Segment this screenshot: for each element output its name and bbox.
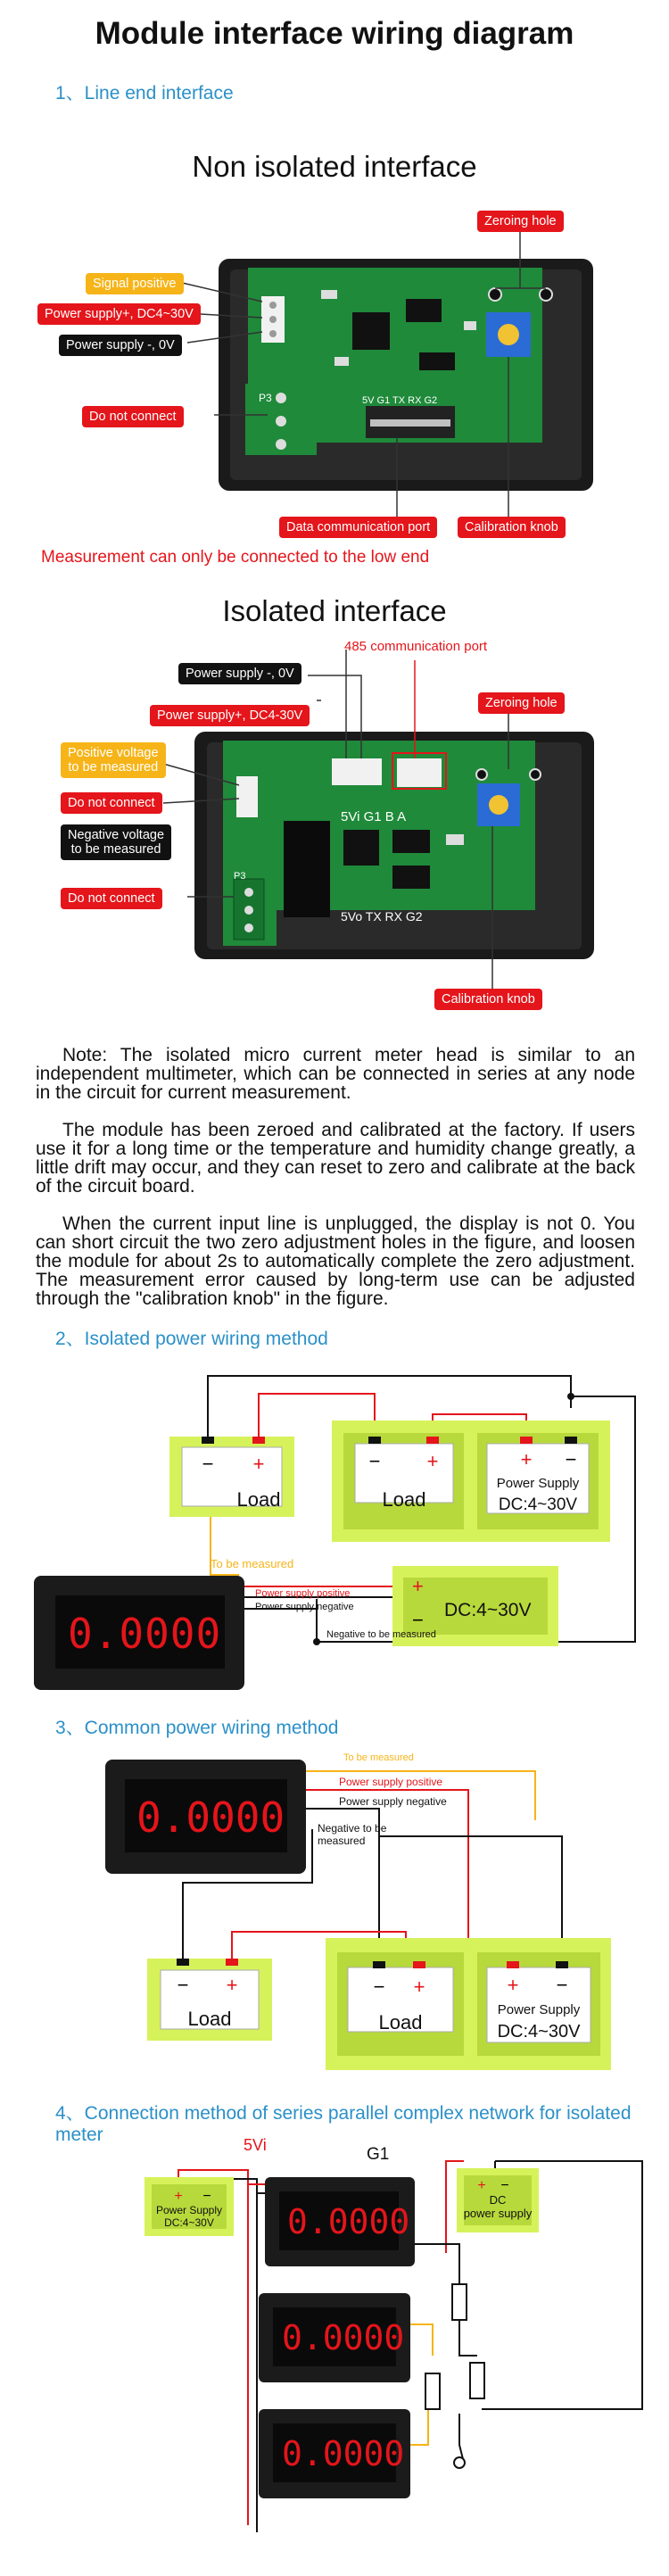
svg-text:−: − [202,1453,214,1475]
diag2-ps-range: DC:4~30V [498,1495,578,1514]
diag3-to-be-measured: To be measured [343,1752,414,1763]
diag4-display-2: 0.0000 [282,2318,405,2357]
diag2-to-be-measured: To be measured [211,1557,294,1570]
label-iso-calibration-knob: Calibration knob [434,989,542,1010]
diag2-ps-label: Power Supply [496,1476,580,1491]
page-title: Module interface wiring diagram [95,16,574,51]
svg-text:−: − [565,1448,577,1470]
section-4-heading-2: meter [55,2125,103,2145]
diag3-neg-measured: Negative to be measured [318,1822,387,1847]
label-data-port: Data communication port [279,517,437,538]
svg-text:P3: P3 [259,392,272,404]
section-2-heading: 2、Isolated power wiring method [55,1329,328,1349]
label-power-positive: Power supply+, DC4~30V [37,303,201,325]
diag4-g1-label: G1 [367,2145,390,2164]
note-3: When the current input line is unplugged, the display is not 0. You can short circuit the two zero adjustment holes in the figure, and loosen the module for about 2s to automatically complete the zero adjustment. The measurement error caused by long-term use can be adjusted through the "calibration knob" in the figure. [36,1213,635,1309]
svg-text:+: + [507,1974,519,1996]
diag4-display-1: 0.0000 [287,2202,410,2241]
svg-text:−: − [412,1609,424,1631]
non-isolated-heading: Non isolated interface [192,150,477,183]
isolated-heading: Isolated interface [222,594,447,627]
label-negative-voltage: Negative voltage to be measured [61,824,171,860]
svg-text:5V G1 TX RX G2: 5V G1 TX RX G2 [362,395,438,406]
svg-text:+: + [413,1975,425,1998]
label-485-port: 485 communication port [344,639,488,654]
svg-text:+: + [174,2189,183,2204]
diag2-ps-positive: Power supply positive [255,1588,351,1599]
diag2-load2-label: Load [382,1488,426,1511]
svg-text:−: − [368,1450,381,1472]
section-1-heading: 1、Line end interface [55,83,234,104]
diag3-ps-label: Power Supply [497,2002,581,2017]
svg-text:+: + [477,2178,486,2193]
svg-text:P3: P3 [234,871,246,882]
diag2-meter-display: 0.0000 [68,1610,222,1658]
note-2: The module has been zeroed and calibrated at the factory. If users use it for a long time or the temperature and humidity change greatly, a little drift may occur, and they can reset to zero and calibrate at the back of the circuit board. [36,1120,635,1197]
svg-text:+: + [520,1448,533,1470]
diag2-ps-negative: Power supply negative [255,1602,354,1612]
svg-text:−: − [500,2178,509,2193]
svg-text:−: − [202,2189,211,2204]
label-power-negative: Power supply -, 0V [59,335,182,356]
label-positive-voltage: Positive voltage to be measured [61,742,166,778]
section-3-heading: 3、Common power wiring method [55,1718,339,1738]
diag4-5vi-label: 5Vi [244,2136,267,2154]
svg-text:−: − [556,1974,568,1996]
diag3-meter-display: 0.0000 [136,1793,285,1842]
svg-text:−: − [177,1974,189,1996]
note-1: Note: The isolated micro current meter head is similar to an independent multimeter, which can be connected in series at any node in the circuit for current measurement. [36,1045,635,1103]
label-iso-do-not-connect-2: Do not connect [61,888,162,909]
diag4-display-3: 0.0000 [282,2434,405,2473]
svg-text:5Vo TX RX G2: 5Vo TX RX G2 [341,909,423,924]
svg-text:+: + [252,1453,265,1475]
diag3-ps-range: DC:4~30V [497,2022,581,2042]
label-iso-do-not-connect: Do not connect [61,792,162,814]
section-4-heading: 4、Connection method of series parallel complex network for isolated [55,2103,632,2124]
label-calibration-knob: Calibration knob [458,517,566,538]
svg-text:+: + [226,1974,238,1996]
label-do-not-connect: Do not connect [82,406,184,427]
label-zeroing-hole: Zeroing hole [477,211,564,232]
diag3-load-label: Load [187,2008,232,2030]
diag3-ps-positive: Power supply positive [339,1776,443,1788]
diag4-ps-right: DC power supply [463,2193,533,2220]
label-signal-positive: Signal positive [86,273,184,294]
svg-text:+: + [426,1450,439,1472]
svg-text:5Vi G1 B A: 5Vi G1 B A [341,809,407,824]
label-iso-power-positive: Power supply+, DC4-30V [150,705,310,726]
diag3-load2-label: Load [378,2011,423,2033]
diag4-ps-left: Power Supply DC:4~30V [155,2204,223,2229]
svg-text:+: + [412,1575,424,1597]
svg-text:−: − [373,1975,385,1998]
measurement-warning: Measurement can only be connected to the low end [41,548,430,567]
label-iso-power-negative: Power supply -, 0V [178,663,301,684]
diag2-load-label: Load [236,1488,281,1511]
diag3-ps-negative: Power supply negative [339,1795,447,1808]
label-iso-zeroing-hole: Zeroing hole [478,692,565,714]
diag2-aux-ps: DC:4~30V [444,1600,532,1620]
diag2-neg-measured: Negative to be measured [326,1629,436,1640]
